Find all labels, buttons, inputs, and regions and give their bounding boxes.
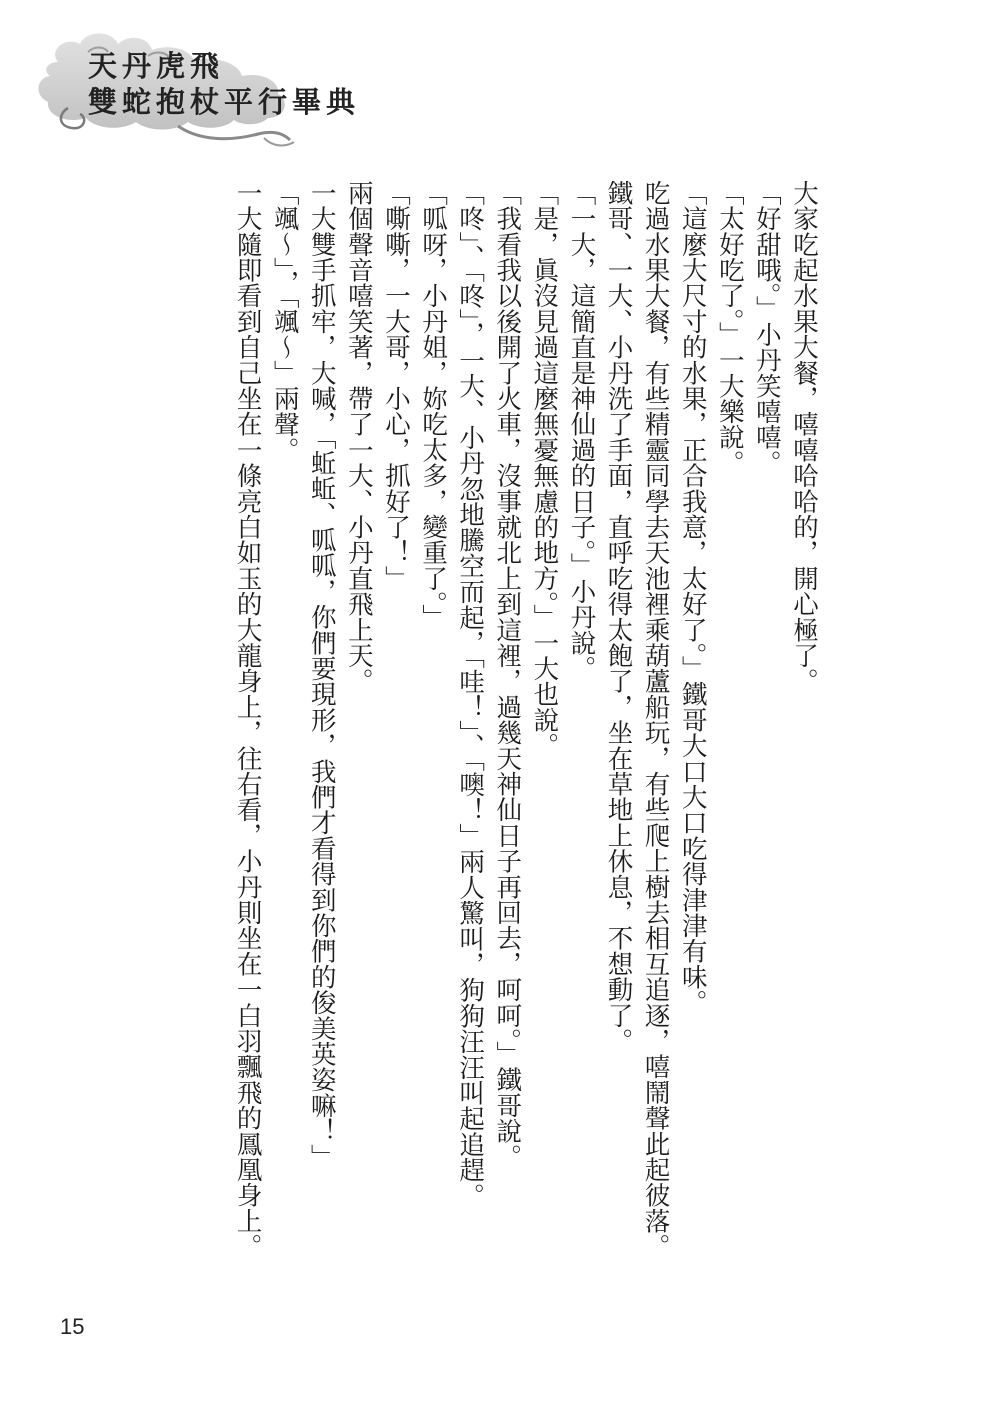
paragraph: 大家吃起水果大餐，嘻嘻哈哈的，開心極了。 [789, 180, 819, 694]
paragraph: 吃過水果大餐，有些精靈同學去天池裡乘葫蘆船玩，有些爬上樹去相互追逐，嘻鬧聲此起彼落。 [640, 180, 671, 1260]
paragraph: 「呱呀，小丹姐，妳吃太多，變重了。」 [418, 180, 449, 630]
vertical-body-text [229, 180, 823, 1260]
paragraph: 「嘶嘶，一大哥，小心，抓好了！」 [380, 180, 411, 592]
paragraph: 「好甜哦。」小丹笑嘻嘻。 [751, 180, 782, 476]
paragraph: 「太好吃了。」一大樂說。 [714, 180, 745, 476]
paragraph: 鐵哥、一大、小丹洗了手面，直呼吃得太飽了，坐在草地上休息，不想動了。 [603, 180, 634, 1054]
paragraph: 「這麼大尺寸的水果，正合我意，太好了。」鐵哥大口大口吃得津津有味。 [677, 180, 708, 1016]
page-number: 15 [60, 1314, 85, 1339]
paragraph: 「咚」、「咚」，一大、小丹忽地騰空而起，「哇！」、「噢！」兩人驚叫，狗狗汪汪叫起追趕。 [455, 180, 486, 1209]
paragraph: 兩個聲音嘻笑著，帶了一大、小丹直飛上天。 [343, 180, 374, 694]
paragraph: 「一大，這簡直是神仙過的日子。」小丹說。 [566, 180, 597, 682]
paragraph: 「我看我以後開了火車，沒事就北上到這裡，過幾天神仙日子再回去，呵呵。」鐵哥說。 [492, 180, 523, 1170]
paragraph: 一大雙手抓牢，大喊，「蚯蚯、呱呱，你們要現形，我們才看得到你們的俊美英姿嘛！」 [306, 180, 337, 1170]
paragraph: 「颯～」，「颯～」兩聲。 [269, 180, 300, 463]
paragraph: 一大隨即看到自己坐在一條亮白如玉的大龍身上，往右看，小丹則坐在一白羽飄飛的鳳凰身上。 [232, 180, 263, 1260]
paragraph: 「是，眞沒見過這麼無憂無慮的地方。」一大也說。 [529, 180, 560, 759]
book-title: 天丹虎飛 [88, 49, 225, 83]
book-subtitle: 雙蛇抱杖平行畢典 [88, 85, 361, 119]
